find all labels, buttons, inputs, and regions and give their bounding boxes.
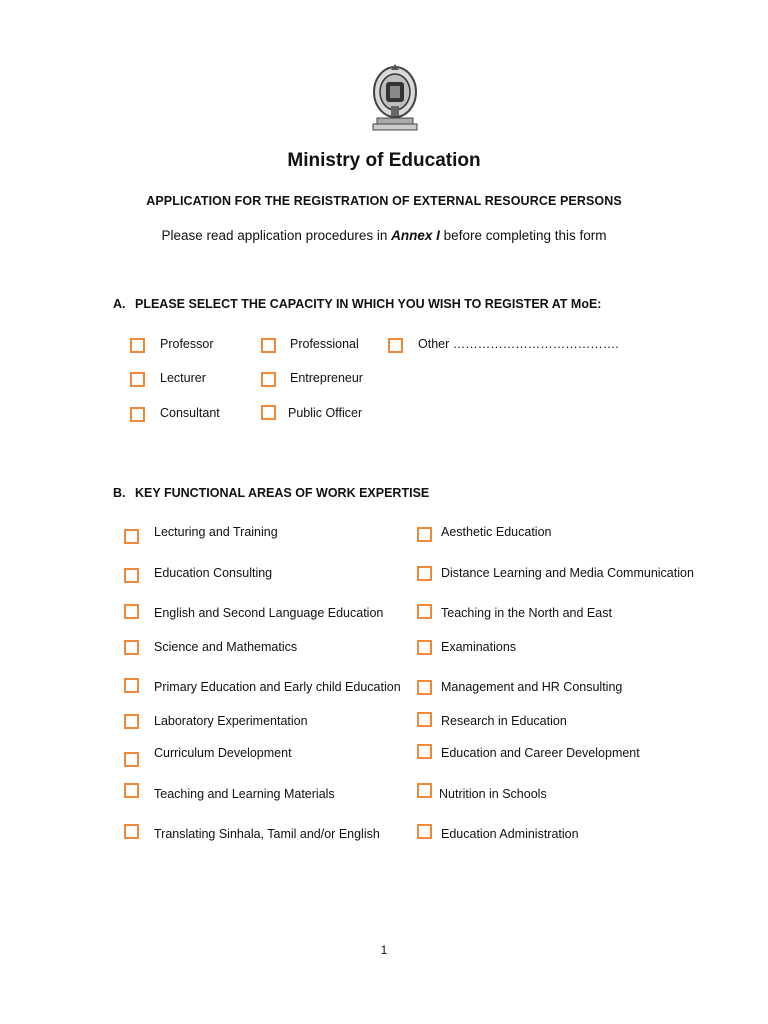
checkbox-education-consulting[interactable] [124, 568, 139, 583]
checkbox-teaching-north-east[interactable] [417, 604, 432, 619]
option-teaching-learning-materials: Teaching and Learning Materials [154, 787, 335, 801]
section-b-heading [113, 486, 429, 500]
annex-reference: Annex I [391, 228, 440, 243]
option-professional: Professional [290, 337, 359, 351]
checkbox-management-hr[interactable] [417, 680, 432, 695]
checkbox-education-career[interactable] [417, 744, 432, 759]
option-distance-learning: Distance Learning and Media Communication [441, 566, 694, 580]
section-a-letter: A. [113, 297, 126, 311]
page-title: Ministry of Education [287, 150, 481, 171]
checkbox-lecturer[interactable] [130, 372, 145, 387]
option-lecturing-training: Lecturing and Training [154, 525, 278, 539]
checkbox-public-officer[interactable] [261, 405, 276, 420]
option-teaching-north-east: Teaching in the North and East [441, 606, 612, 620]
section-a-title: PLEASE SELECT THE CAPACITY IN WHICH YOU WISH TO REGISTER AT MoE: [135, 297, 602, 311]
option-aesthetic-education: Aesthetic Education [441, 525, 552, 539]
option-curriculum-development: Curriculum Development [154, 746, 292, 760]
option-primary-education: Primary Education and Early child Education [154, 680, 401, 694]
option-english-second-language: English and Second Language Education [154, 606, 384, 620]
checkbox-consultant[interactable] [130, 407, 145, 422]
option-public-officer: Public Officer [288, 406, 363, 420]
checkbox-curriculum-development[interactable] [124, 752, 139, 767]
option-education-consulting: Education Consulting [154, 566, 273, 580]
checkbox-examinations[interactable] [417, 640, 432, 655]
section-b-letter: B. [113, 486, 126, 500]
sri-lanka-emblem-icon [369, 62, 421, 132]
option-lecturer: Lecturer [160, 371, 206, 385]
option-education-career: Education and Career Development [441, 746, 640, 760]
page-number: 1 [380, 943, 388, 957]
instruction-text: Please read application procedures in [161, 228, 392, 243]
checkbox-translating[interactable] [124, 824, 139, 839]
option-examinations: Examinations [441, 640, 517, 654]
option-professor: Professor [160, 337, 214, 351]
form-subtitle: APPLICATION FOR THE REGISTRATION OF EXTERNAL RESOURCE PERSONS [146, 194, 622, 208]
checkbox-professor[interactable] [130, 338, 145, 353]
option-nutrition-schools: Nutrition in Schools [439, 787, 547, 801]
checkbox-science-mathematics[interactable] [124, 640, 139, 655]
section-a-heading [113, 297, 601, 311]
instruction-text-end: before completing this form [439, 228, 607, 243]
checkbox-lecturing-training[interactable] [124, 529, 139, 544]
checkbox-primary-education[interactable] [124, 678, 139, 693]
checkbox-entrepreneur[interactable] [261, 372, 276, 387]
option-research-education: Research in Education [441, 714, 567, 728]
option-entrepreneur: Entrepreneur [290, 371, 363, 385]
checkbox-english-second-language[interactable] [124, 604, 139, 619]
checkbox-teaching-learning-materials[interactable] [124, 783, 139, 798]
checkbox-education-administration[interactable] [417, 824, 432, 839]
checkbox-distance-learning[interactable] [417, 566, 432, 581]
option-management-hr: Management and HR Consulting [441, 680, 623, 694]
form-instruction [0, 228, 768, 243]
checkbox-other[interactable] [388, 338, 403, 353]
option-laboratory-experimentation: Laboratory Experimentation [154, 714, 308, 728]
checkbox-nutrition-schools[interactable] [417, 783, 432, 798]
option-consultant: Consultant [160, 406, 220, 420]
option-science-mathematics: Science and Mathematics [154, 640, 298, 654]
checkbox-research-education[interactable] [417, 712, 432, 727]
section-b-title: KEY FUNCTIONAL AREAS OF WORK EXPERTISE [135, 486, 430, 500]
option-other: Other …………………………………. [418, 337, 619, 351]
option-education-administration: Education Administration [441, 827, 579, 841]
checkbox-aesthetic-education[interactable] [417, 527, 432, 542]
checkbox-professional[interactable] [261, 338, 276, 353]
checkbox-laboratory-experimentation[interactable] [124, 714, 139, 729]
option-translating: Translating Sinhala, Tamil and/or English [154, 827, 380, 841]
